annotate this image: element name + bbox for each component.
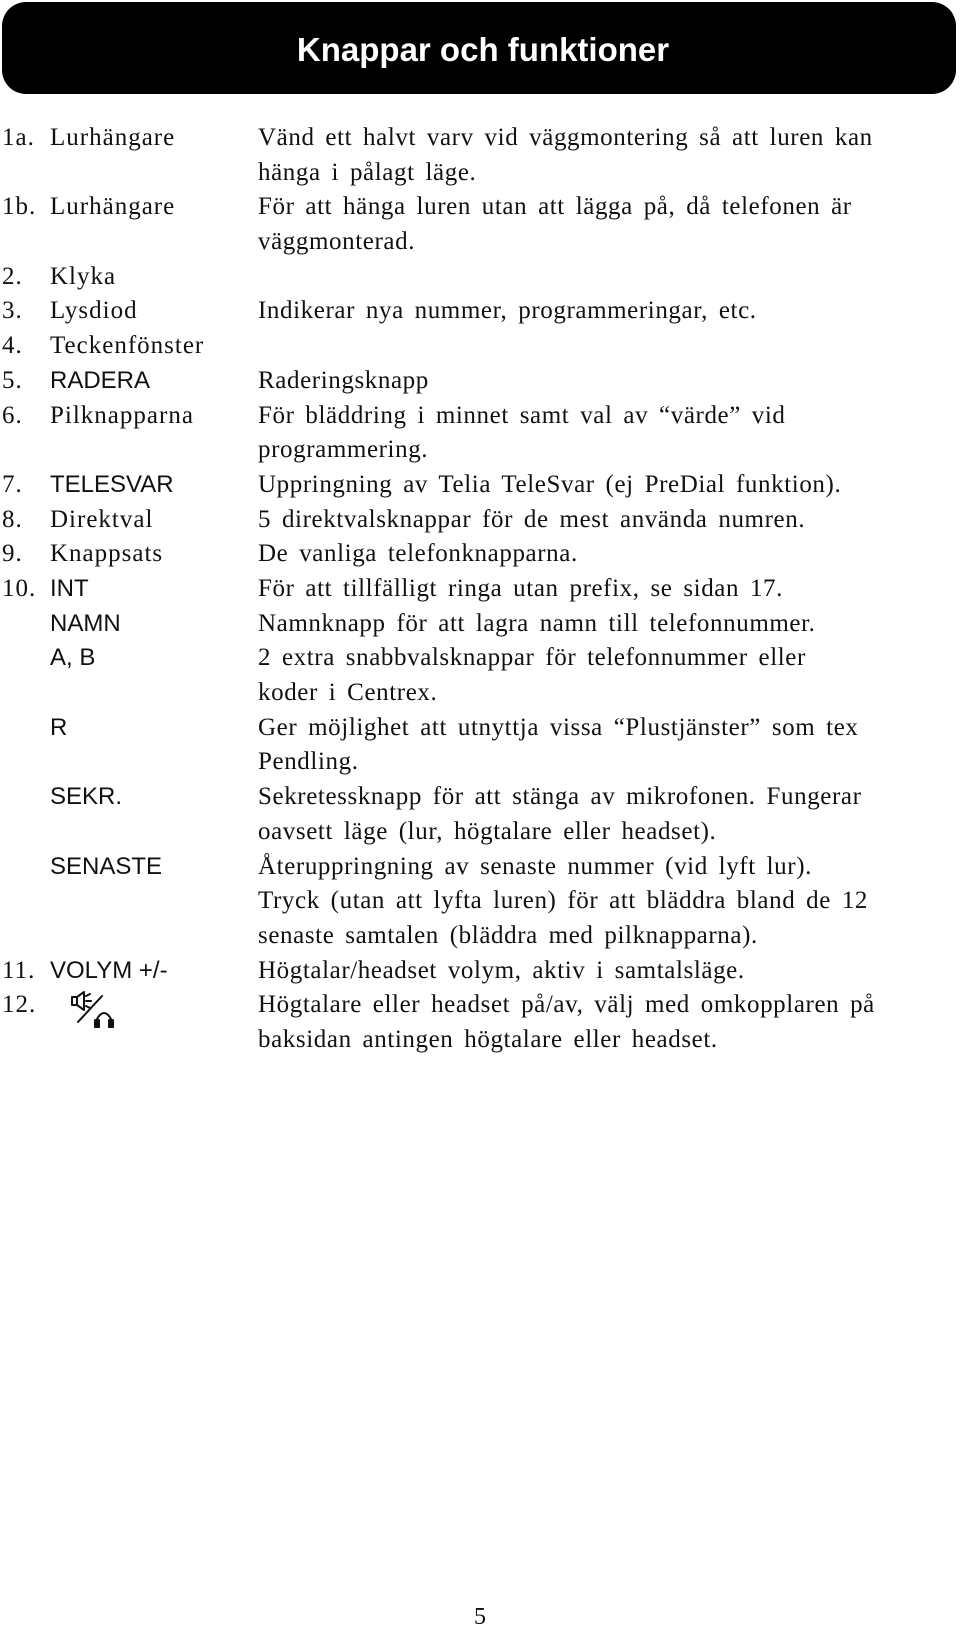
item-description: [258, 607, 948, 642]
list-item: [0, 988, 960, 1057]
description-line: baksidan antingen högtalare eller headset.: [258, 1026, 718, 1054]
item-description: [258, 641, 948, 710]
item-description: [258, 399, 948, 468]
item-name: Teckenfönster: [50, 332, 205, 360]
description-line: Högtalar/headset volym, aktiv i samtalsläge.: [258, 956, 745, 984]
item-number: 8.: [2, 505, 23, 533]
description-line: För bläddring i minnet samt val av “värde” vid: [258, 401, 786, 429]
item-name: SEKR.: [50, 783, 123, 811]
description-line: Vänd ett halvt varv vid väggmontering så att luren kan: [258, 124, 873, 151]
item-description: [258, 503, 948, 538]
description-line: 2 extra snabbvalsknappar för telefonnummer eller: [258, 644, 806, 672]
description-line: Högtalare eller headset på/av, välj med omkopplaren på: [258, 991, 875, 1019]
description-line: senaste samtalen (bläddra med pilknapparna).: [258, 921, 758, 949]
item-number: 9.: [2, 540, 23, 568]
description-line: Uppringning av Telia TeleSvar (ej PreDial funktion).: [258, 470, 842, 498]
list-item: [0, 572, 960, 607]
list-item: [0, 954, 960, 989]
item-description: [258, 121, 948, 190]
item-number: 4.: [2, 332, 23, 360]
item-name: NAMN: [50, 609, 121, 637]
item-description: [258, 468, 948, 503]
item-name: Direktval: [50, 505, 154, 533]
list-item: [0, 711, 960, 780]
item-description: [258, 572, 948, 607]
item-description: [258, 954, 948, 989]
page-title: Knappar och funktioner: [296, 31, 670, 68]
description-line: programmering.: [258, 436, 429, 464]
item-name: Lurhängare: [50, 124, 176, 151]
item-description: [258, 537, 948, 572]
description-line: 5 direktvalsknappar för de mest använda numren.: [258, 505, 806, 533]
list-item: [0, 260, 960, 295]
description-line: Pendling.: [258, 748, 359, 776]
description-line: För att tillfälligt ringa utan prefix, se sidan 17.: [258, 574, 784, 602]
item-description: [258, 988, 948, 1057]
item-description: [258, 780, 948, 849]
item-number: 10.: [2, 574, 37, 602]
item-name: TELESVAR: [50, 470, 174, 498]
description-line: Raderingsknapp: [258, 366, 429, 394]
item-description: [258, 850, 948, 954]
item-name: RADERA: [50, 366, 151, 394]
list-item: [0, 468, 960, 503]
list-item: [0, 121, 960, 190]
item-number: 11.: [2, 956, 36, 984]
item-name: R: [50, 713, 68, 741]
item-name: Pilknapparna: [50, 401, 194, 429]
description-line: hänga i pålagt läge.: [258, 158, 477, 186]
list-item: [0, 399, 960, 468]
list-item: [0, 190, 960, 259]
item-number: 6.: [2, 401, 23, 429]
list-item: [0, 364, 960, 399]
list-item: [0, 850, 960, 954]
item-number: 5.: [2, 366, 23, 394]
item-name: A, B: [50, 644, 96, 672]
description-line: koder i Centrex.: [258, 679, 438, 707]
speaker-headset-icon: [66, 990, 126, 1030]
list-item: [0, 780, 960, 849]
description-line: Namnknapp för att lagra namn till telefonnummer.: [258, 609, 816, 637]
description-line: Tryck (utan att lyfta luren) för att bläddra bland de 12: [258, 887, 869, 915]
list-item: [0, 607, 960, 642]
item-name: INT: [50, 574, 89, 602]
item-name: Knappsats: [50, 540, 164, 568]
function-list: [0, 121, 960, 1058]
item-name: VOLYM +/-: [50, 956, 168, 984]
description-line: De vanliga telefonknapparna.: [258, 540, 578, 568]
list-item: [0, 294, 960, 329]
item-number: 3.: [2, 297, 23, 325]
item-number: 1b.: [2, 193, 37, 221]
description-line: Sekretessknapp för att stänga av mikrofonen. Fungerar: [258, 783, 862, 811]
item-number: 7.: [2, 470, 23, 498]
item-name: Klyka: [50, 262, 117, 290]
page-number: 5: [474, 1604, 486, 1630]
description-line: Återuppringning av senaste nummer (vid lyft lur).: [258, 852, 812, 880]
description-line: Ger möjlighet att utnyttja vissa “Plustjänster” som tex: [258, 713, 859, 741]
list-item: [0, 503, 960, 538]
list-item: [0, 329, 960, 364]
description-line: Indikerar nya nummer, programmeringar, etc.: [258, 297, 757, 325]
item-number: 12.: [2, 991, 37, 1019]
description-line: väggmonterad.: [258, 228, 416, 256]
description-line: För att hänga luren utan att lägga på, då telefonen är: [258, 193, 852, 221]
item-name: Lysdiod: [50, 297, 138, 325]
item-name: SENASTE: [50, 852, 163, 880]
description-line: oavsett läge (lur, högtalare eller headset).: [258, 817, 717, 845]
item-description: [258, 294, 948, 329]
item-name: Lurhängare: [50, 193, 176, 221]
item-description: [258, 364, 948, 399]
list-item: [0, 641, 960, 710]
item-description: [258, 190, 948, 259]
list-item: [0, 537, 960, 572]
item-number: 1a.: [2, 124, 35, 151]
item-number: 2.: [2, 262, 23, 290]
title-bar: [2, 2, 956, 94]
item-description: [258, 711, 948, 780]
